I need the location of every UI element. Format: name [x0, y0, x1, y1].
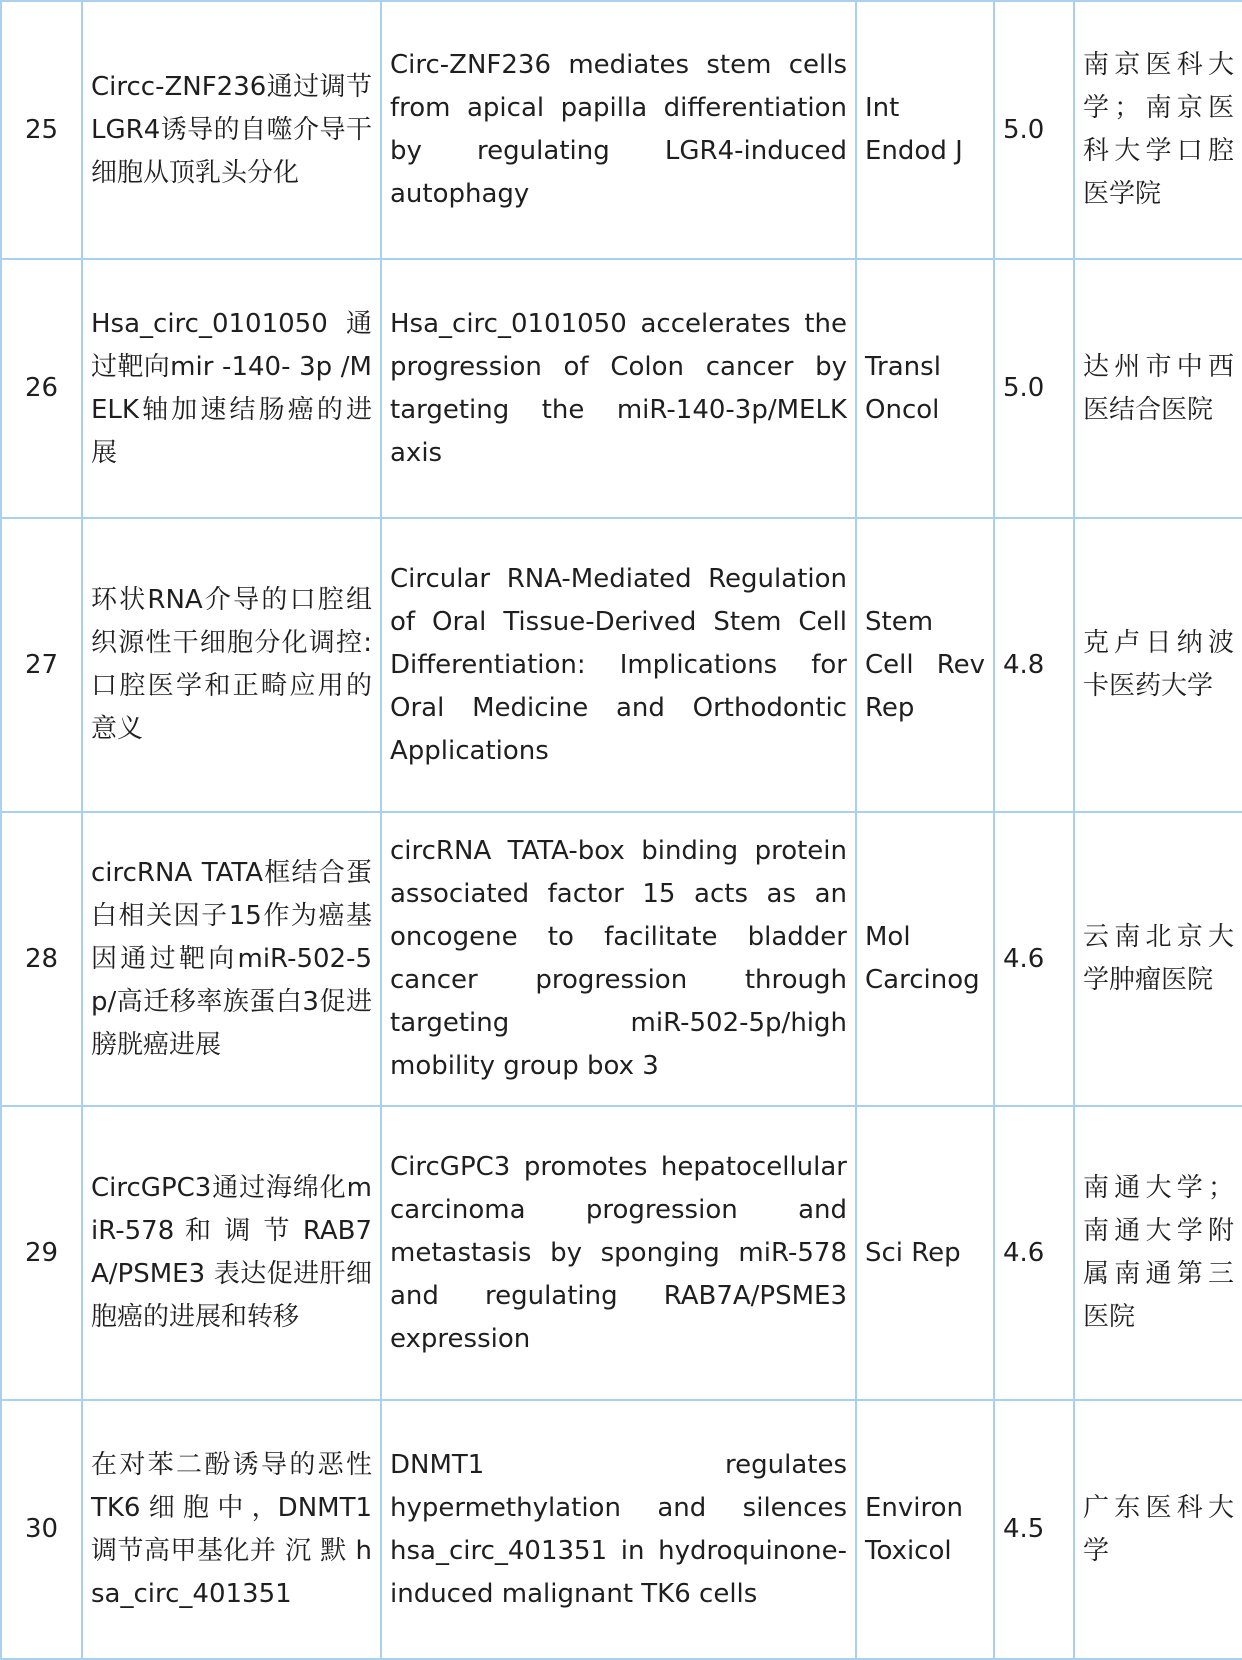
- chinese-title: CircGPC3通过海绵化miR-578 和 调 节 RAB7A/PSME3 表达促进肝细胞癌的进展和转移: [82, 1106, 381, 1400]
- journal: Transl Oncol: [856, 259, 994, 518]
- english-title: Hsa_circ_0101050 accelerates the progression of Colon cancer by targeting the miR-140-3p/MELK axis: [381, 259, 856, 518]
- impact-factor: 4.6: [994, 1106, 1074, 1400]
- english-title: DNMT1 regulates hypermethylation and silences hsa_circ_401351 in hydroquinone-induced malignant TK6 cells: [381, 1400, 856, 1659]
- chinese-title: circRNA TATA框结合蛋白相关因子15作为癌基因通过靶向miR-502-5p/高迁移率族蛋白3促进膀胱癌进展: [82, 812, 381, 1106]
- table-row: [1, 1, 1242, 259]
- chinese-title: Circc-ZNF236通过调节LGR4诱导的自噬介导干细胞从顶乳头分化: [82, 1, 381, 259]
- impact-factor: 4.6: [994, 812, 1074, 1106]
- institution: 广东医科大学: [1074, 1400, 1242, 1659]
- table-row: [1, 259, 1242, 518]
- chinese-title: Hsa_circ_0101050通过靶向mir -140- 3p /MELK轴加速结肠癌的进展: [82, 259, 381, 518]
- table-row: [1, 1106, 1242, 1400]
- table-row: [1, 812, 1242, 1106]
- row-number: 25: [1, 1, 82, 259]
- row-number: 26: [1, 259, 82, 518]
- row-number: 30: [1, 1400, 82, 1659]
- impact-factor: 5.0: [994, 259, 1074, 518]
- journal: Int Endod J: [856, 1, 994, 259]
- row-number: 28: [1, 812, 82, 1106]
- journal: Environ Toxicol: [856, 1400, 994, 1659]
- journal: Sci Rep: [856, 1106, 994, 1400]
- institution: 克卢日纳波卡医药大学: [1074, 518, 1242, 812]
- english-title: Circular RNA-Mediated Regulation of Oral Tissue-Derived Stem Cell Differentiation: Implications for Oral Medicine and Orthodontic Applications: [381, 518, 856, 812]
- journal: Mol Carcinog: [856, 812, 994, 1106]
- english-title: CircGPC3 promotes hepatocellular carcinoma progression and metastasis by sponging miR-578 and regulating RAB7A/PSME3 expression: [381, 1106, 856, 1400]
- chinese-title: 在对苯二酚诱导的恶性 TK6 细 胞 中 ，DNMT1调节高甲基化并 沉 默 hsa_circ_401351: [82, 1400, 381, 1659]
- institution: 达州市中西医结合医院: [1074, 259, 1242, 518]
- institution: 云南北京大学肿瘤医院: [1074, 812, 1242, 1106]
- row-number: 29: [1, 1106, 82, 1400]
- institution: 南京医科大学；南京医科大学口腔医学院: [1074, 1, 1242, 259]
- institution: 南通大学；南通大学附属南通第三医院: [1074, 1106, 1242, 1400]
- impact-factor: 4.5: [994, 1400, 1074, 1659]
- english-title: circRNA TATA-box binding protein associated factor 15 acts as an oncogene to facilitate bladder cancer progression through targeting miR-502-5p/high mobility group box 3: [381, 812, 856, 1106]
- table-row: [1, 518, 1242, 812]
- table-row: [1, 1400, 1242, 1659]
- chinese-title: 环状RNA介导的口腔组织源性干细胞分化调控:口腔医学和正畸应用的意义: [82, 518, 381, 812]
- row-number: 27: [1, 518, 82, 812]
- journal: Stem Cell Rev Rep: [856, 518, 994, 812]
- impact-factor: 4.8: [994, 518, 1074, 812]
- english-title: Circ-ZNF236 mediates stem cells from apical papilla differentiation by regulating LGR4-induced autophagy: [381, 1, 856, 259]
- impact-factor: 5.0: [994, 1, 1074, 259]
